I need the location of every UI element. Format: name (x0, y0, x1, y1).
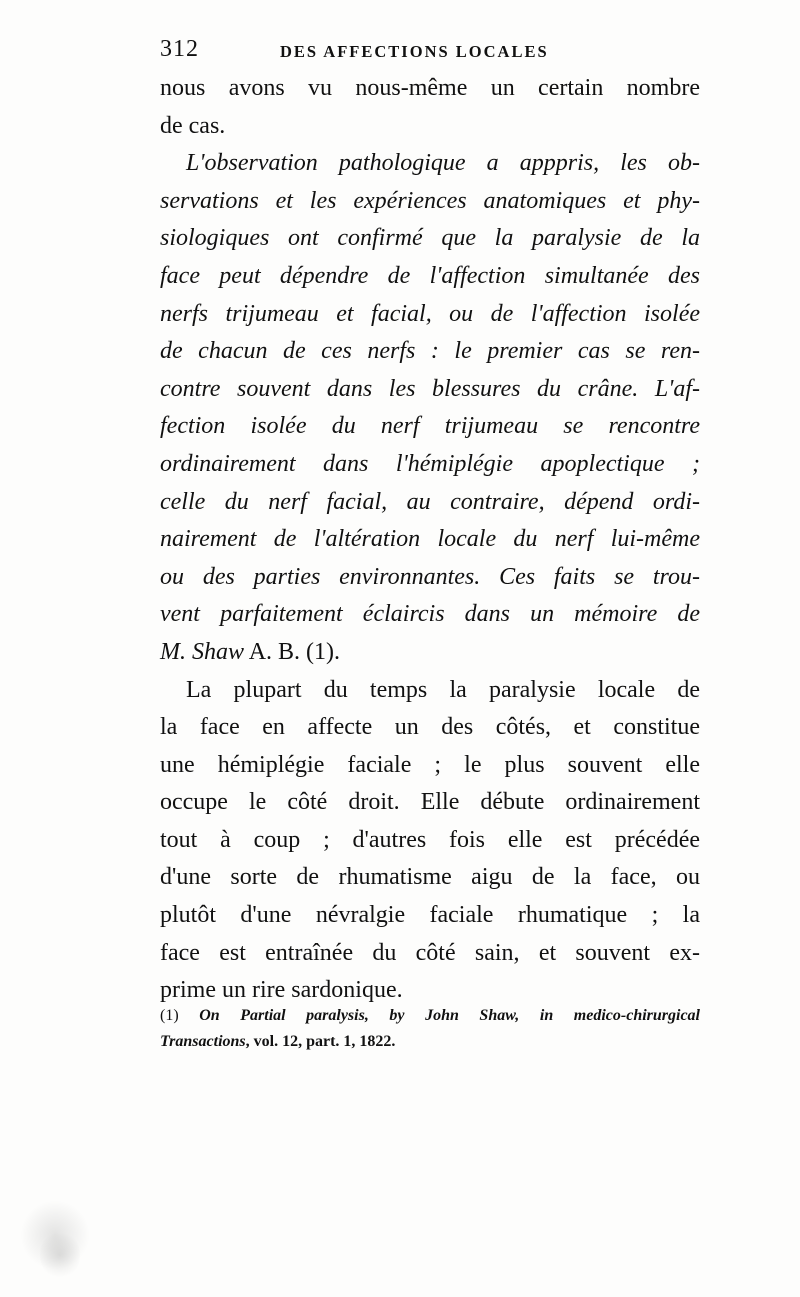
text-line: face peut dépendre de l'affection simultanée des (160, 262, 700, 289)
text-line: L'observation pathologique a apppris, les ob- (186, 150, 700, 177)
text-line: nous avons vu nous-même un certain nombre (160, 75, 700, 101)
footnote-line (160, 1029, 700, 1055)
text-line: la face en affecte un des côtés, et constitue (160, 714, 700, 741)
footnote-marker: (1) (160, 1007, 179, 1024)
text-line: vent parfaitement éclaircis dans un mémoire de (160, 601, 700, 628)
text-line: une hémiplégie faciale ; le plus souvent elle (160, 751, 700, 778)
footnote-citation: On Partial paralysis, by John Shaw, in medico-chirurgical (199, 1007, 701, 1024)
footnote-line (160, 1003, 700, 1029)
text-line: celle du nerf facial, au contraire, dépend ordi- (160, 488, 700, 515)
text-line: face est entraînée du côté sain, et souvent ex- (160, 939, 700, 966)
text-line: occupe le côté droit. Elle débute ordinairement (160, 789, 700, 816)
text-line: La plupart du temps la paralysie locale de (186, 676, 700, 703)
text-line: plutôt d'une névralgie faciale rhumatique ; la (160, 902, 700, 929)
text-line: nairement de l'altération locale du nerf lui-même (160, 526, 700, 553)
text-line: tout à coup ; d'autres fois elle est précédée (160, 826, 700, 853)
text-line: ordinairement dans l'hémiplégie apoplectique ; (160, 450, 700, 477)
text-line: de chacun de ces nerfs : le premier cas se ren- (160, 338, 700, 365)
text-line: ou des parties environnantes. Ces faits se trou- (160, 563, 700, 590)
page-number: 312 (160, 36, 199, 62)
citation-ref: A. B. (1). (248, 638, 341, 665)
text-line: servations et les expériences anatomiques et phy- (160, 187, 700, 214)
footnote-journal: Transactions (160, 1033, 246, 1050)
text-line: de cas. (160, 112, 226, 139)
footnote-volume: , vol. 12, part. 1, 1822. (245, 1033, 396, 1050)
running-head: DES AFFECTIONS LOCALES (280, 42, 549, 61)
author-name: M. Shaw (160, 638, 244, 665)
footnote (160, 1003, 700, 1055)
text-line (160, 634, 700, 672)
text-line: nerfs trijumeau et facial, ou de l'affection isolée (160, 300, 700, 327)
text-line: d'une sorte de rhumatisme aigu de la face, ou (160, 864, 700, 891)
text-line: siologiques ont confirmé que la paralysie de la (160, 225, 700, 252)
text-line: contre souvent dans les blessures du crâne. L'af- (160, 375, 700, 402)
scan-smudge (40, 1230, 80, 1280)
text-line: fection isolée du nerf trijumeau se rencontre (160, 413, 700, 440)
text-line: prime un rire sardonique. (160, 977, 403, 1004)
main-text (160, 70, 700, 1010)
